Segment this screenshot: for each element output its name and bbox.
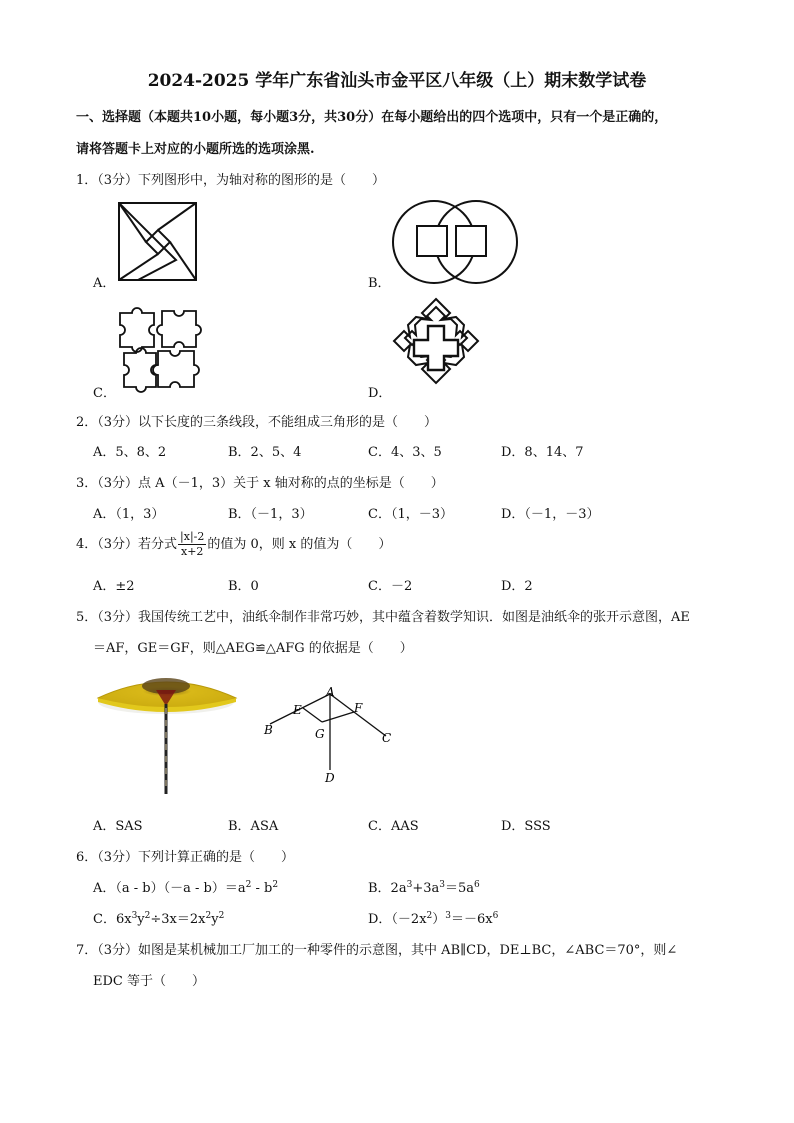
q1-figure-b-overlapping-coins [390,197,520,287]
question-2-stem: 2．（3分）以下长度的三条线段，不能组成三角形的是（ ） [76,415,438,430]
q4-fraction [178,530,206,559]
q6d-part: ） [432,912,446,927]
q6c-exp: 2 [144,911,151,921]
q1-option-a-label: A． [93,276,116,291]
q4-option-d: D．2 [501,579,533,594]
q6d-exp: 2 [426,911,433,921]
q5-option-c: C．AAS [368,819,419,834]
q4-option-c: C．－2 [368,579,413,594]
q5-label-c: C [382,731,392,745]
q5-option-a: A．SAS [93,819,143,834]
q1-figure-d-cross-emblem [390,296,482,396]
q6b-exp: 3 [439,880,445,890]
q5-label-f: F [354,701,363,715]
question-6-stem: 6．（3分）下列计算正确的是（ ） [76,850,295,865]
q5-option-d: D．SSS [501,819,551,834]
section-1-instructions-line2: 请将答题卡上对应的小题所选的选项涂黑. [76,142,315,157]
question-3-stem: 3．（3分）点 A（－1，3）关于 x 轴对称的点的坐标是（ ） [76,476,444,491]
q5-label-b: B [264,723,273,737]
q5-label-d: D [325,771,335,785]
q6b-part: +3a [412,881,440,896]
exam-title: 2024-2025 学年广东省汕头市金平区八年级（上）期末数学试卷 [147,71,647,91]
q6-option-c [93,908,224,927]
q4-fraction-numerator: |x|-2 [180,530,205,543]
q6-option-d [368,908,498,927]
q5-label-g: G [315,727,325,741]
q6b-exp: 3 [406,880,413,890]
q4-option-b: B．0 [228,579,259,594]
q6a-part: - b [251,881,273,896]
q6b-part: ＝5a [444,881,474,896]
q3-option-a: A．（1，3） [93,507,165,522]
q2-option-d: D．8、14、7 [501,445,584,460]
question-7-stem-line1: 7．（3分）如图是某机械加工厂加工的一种零件的示意图，其中 AB∥CD，DE⊥BC，∠ABC＝70°，则∠ [76,943,678,958]
q6d-exp: 3 [445,911,452,921]
q6c-part: ÷3x＝2x [150,912,206,927]
q6-option-a [93,877,278,896]
q6c-part: C．6x [93,912,132,927]
q1-figure-c-puzzle-pieces [116,307,202,393]
question-5-stem-line1: 5．（3分）我国传统工艺中，油纸伞制作非常巧妙，其中蕴含着数学知识．如图是油纸伞的张开示意图，AE [76,610,690,625]
q6a-part: A．（a - b）（－a - b）＝a [93,881,246,896]
q3-option-d: D．（－1，－3） [501,507,600,522]
q6c-exp: 2 [218,911,225,921]
q5-umbrella-photo [96,668,242,798]
q5-label-a: A [326,685,335,699]
q5-option-b: B．ASA [228,819,279,834]
q4-stem-prefix: 4．（3分）若分式 [76,537,178,552]
question-4-stem [76,530,391,559]
q6a-exp: 2 [272,880,279,890]
q6d-part: ＝－6x [451,912,493,927]
q6a-exp: 2 [245,880,252,890]
q1-figure-a-pinwheel-square [118,202,198,282]
q3-option-b: B．（－1，3） [228,507,313,522]
q4-option-a: A．±2 [93,579,135,594]
q2-option-a: A．5、8、2 [93,445,167,460]
question-5-stem-line2: ＝AF，GE＝GF，则△AEG≌△AFG 的依据是（ ） [93,641,413,656]
q1-option-b-label: B． [368,276,391,291]
question-7-stem-line2: EDC 等于（ ） [93,974,205,989]
q6c-part: y [137,912,145,927]
q6b-part: B．2a [368,881,407,896]
q6-option-b [368,877,480,896]
question-1-stem: 1．（3分）下列图形中，为轴对称的图形的是（ ） [76,173,386,188]
q1-option-d-label: D． [368,386,392,401]
q4-fraction-denominator: x+2 [181,545,204,558]
q6b-exp: 6 [474,880,480,890]
section-1-instructions-line1: 一、选择题（本题共10小题，每小题3分，共30分）在每小题给出的四个选项中，只有一个是正确的， [76,110,668,125]
q6d-exp: 6 [492,911,499,921]
q6c-exp: 3 [131,911,138,921]
q2-option-c: C．4、3、5 [368,445,442,460]
q5-label-e: E [293,703,302,717]
q6d-part: D．（－2x [368,912,427,927]
q4-stem-suffix: 的值为 0，则 x 的值为（ ） [207,537,392,552]
q6c-part: y [211,912,219,927]
q1-option-c-label: C． [93,386,116,401]
q2-option-b: B．2、5、4 [228,445,302,460]
q3-option-c: C．（1，－3） [368,507,453,522]
q5-umbrella-diagram [258,684,398,788]
q6c-exp: 2 [205,911,212,921]
